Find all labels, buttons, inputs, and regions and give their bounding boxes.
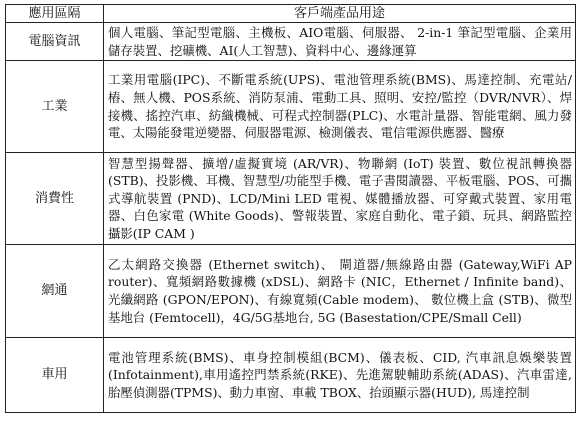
product-usage-table xyxy=(5,4,576,413)
row-usage-text: 電池管理系統(BMS)、車身控制模組(BCM)、儀表板、CID, 汽車訊息娛樂裝置(Infotainment),車用遙控門禁系統(RKE)、先進駕駛輔助系統(ADAS)、汽車雷達, 胎壓偵測器(TPMS)、動力車窗、車載 TBOX、抬頭顯示器(HUD), 馬達控制 xyxy=(104,338,576,413)
row-usage-text: 個人電腦、筆記型電腦、主機板、AIO電腦、伺服器、 2-in-1 筆記型電腦、企業用儲存裝置、挖礦機、AI(人工智慧)、資料中心、邊緣運算 xyxy=(104,23,576,61)
row-category: 電腦資訊 xyxy=(6,23,104,61)
row-usage-text: 乙太網路交換器 (Ethernet switch)、 閘道器/無線路由器 (Gateway,WiFi AP router)、寬頻網路數據機 (xDSL)、網路卡 (NIC，Ethernet / Infinite band)、光纖網路 (GPON/EPON)、有線寬頻(Cable modem)、 數位機上盒 (STB)、微型基地台 (Femtocell)，4G/5G基地台, 5G (Basestation/CPE/Small Cell) xyxy=(104,245,576,338)
row-category: 工業 xyxy=(6,61,104,153)
row-usage-text: 智慧型揚聲器、擴增/虛擬實境 (AR/VR)、物聯網 (IoT) 裝置、數位視訊轉換器 (STB)、投影機、耳機、智慧型/功能型手機、電子書閱讀器、平板電腦、POS、可攜式導航裝置 (PND)、LCD/Mini LED 電視、媒體播放器、可穿戴式裝置、家用電器、白色家電 (White Goods)、警報裝置、家庭自動化、電子鎖、玩具、網路監控攝影(IP CAM ) xyxy=(104,153,576,245)
row-category: 車用 xyxy=(6,338,104,413)
usage-table-container xyxy=(5,4,575,413)
header-segment: 應用區隔 xyxy=(6,5,104,23)
table-header-row xyxy=(6,5,576,23)
table-row xyxy=(6,338,576,413)
row-usage-text: 工業用電腦(IPC)、不斷電系統(UPS)、電池管理系統(BMS)、馬達控制、充電站/樁、無人機、POS系統、消防泵浦、電動工具、照明、安控/監控（DVR/NVR）、焊接機、搖控汽車、紡織機械、可程式控制器(PLC)、水電計量器、智能電網、風力發電、太陽能發電逆變器、伺服器電源、檢測儀表、電信電源供應器、醫療 xyxy=(104,61,576,153)
table-row xyxy=(6,23,576,61)
row-category: 網通 xyxy=(6,245,104,338)
row-category: 消費性 xyxy=(6,153,104,245)
table-row xyxy=(6,153,576,245)
table-row xyxy=(6,245,576,338)
table-row xyxy=(6,61,576,153)
header-usage: 客戶端產品用途 xyxy=(104,5,576,23)
